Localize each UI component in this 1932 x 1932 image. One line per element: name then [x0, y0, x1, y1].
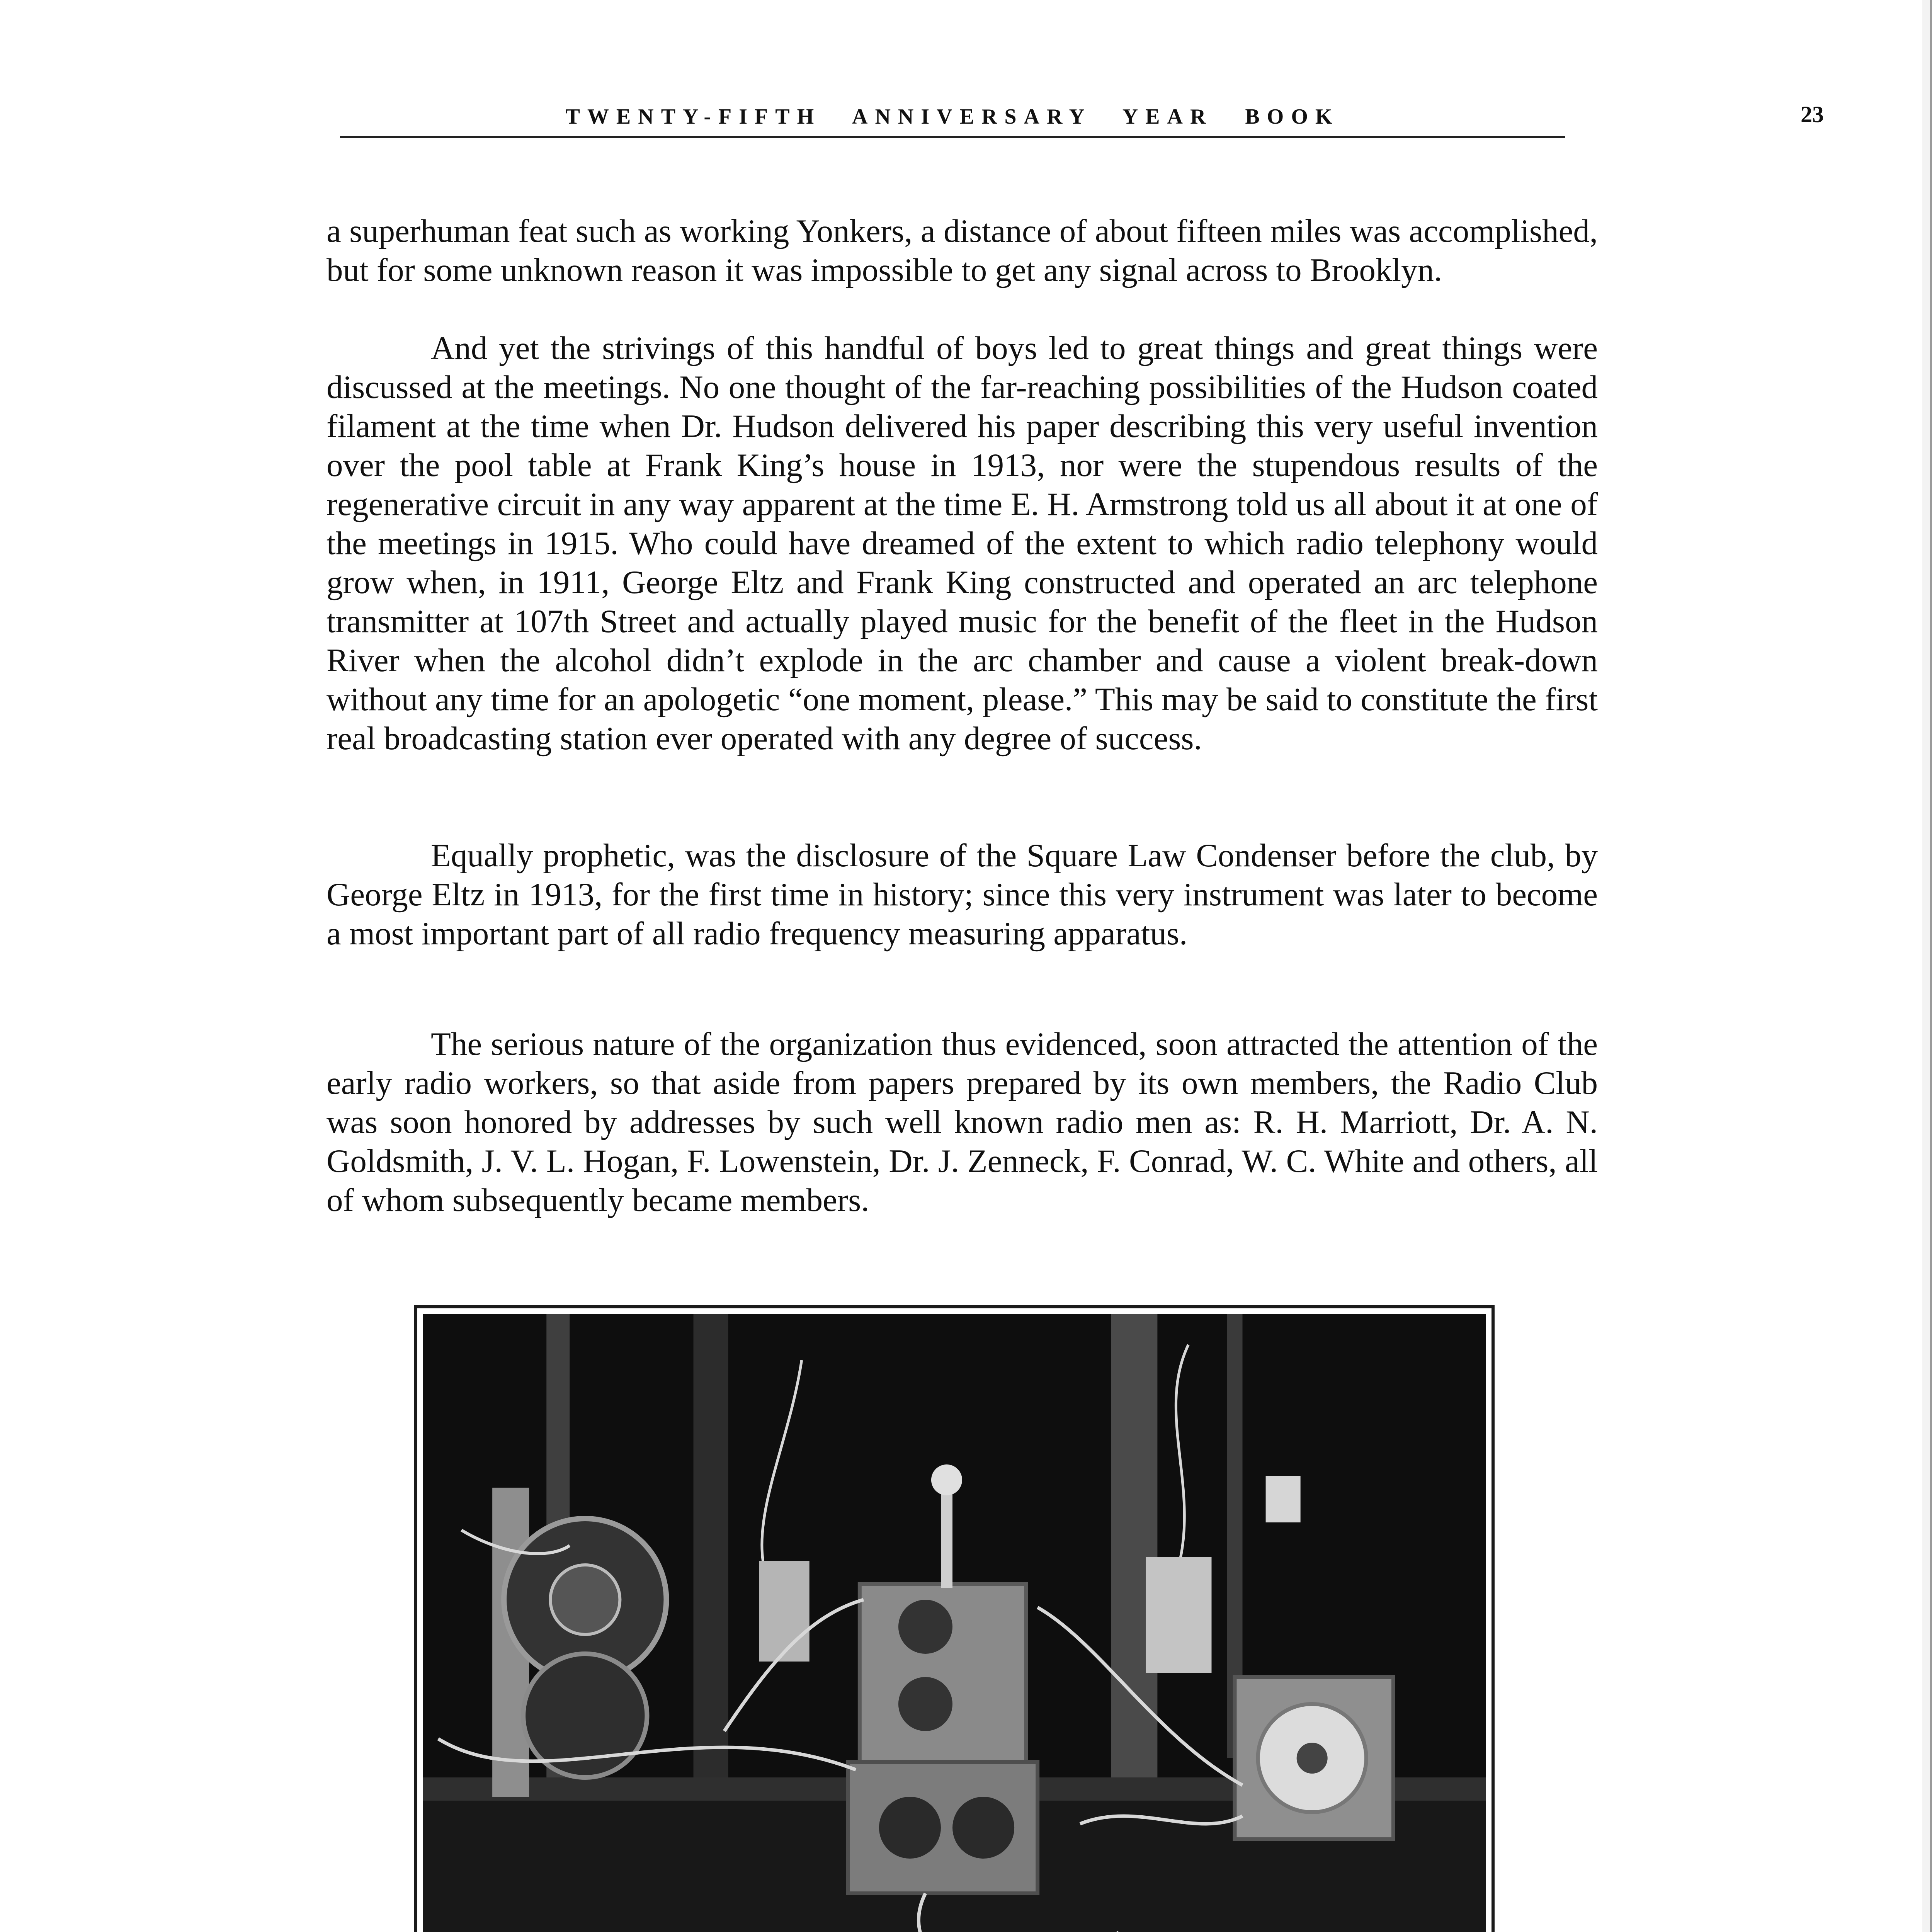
page-edge-line — [1930, 0, 1932, 1932]
apparatus-photograph — [414, 1305, 1495, 1932]
paragraph-radio-club-addresses: The serious nature of the organization thus evidenced, soon attracted the attention of the early radio workers, so that aside from papers prepared by its own members, the Radio Club was soon honored by addresses by such well known radio men as: R. H. Marriott, Dr. A. N. Goldsmith, J. V. L. Hogan, F. Lowenstein, Dr. J. Zenneck, F. Conrad, W. C. White and others, all of whom subsequently became members. — [327, 1026, 1598, 1218]
paragraph-strivings: And yet the strivings of this handful of boys led to great things and great things were discussed at the meetings. No one thought of the far-reaching possibilities of the Hudson coated filament at the time when Dr. Hudson delivered his paper describing this very useful invention over the pool table at Frank King’s house in 1913, nor were the stupendous results of the regenerative circuit in any way apparent at the time E. H. Armstrong told us all about it at one of the meetings in 1915. Who could have dreamed of the extent to which radio telephony would grow when, in 1911, George Eltz and Frank King constructed and operated an arc telephone transmitter at 107th Street and actually played music for the benefit of the fleet in the Hudson River when the alcohol didn’t explode in the arc chamber and cause a violent break-down without any time for an apologetic “one moment, please.” This may be said to constitute the first real broadcasting station ever operated with any degree of success. — [327, 330, 1598, 757]
apparatus-photo-image — [423, 1314, 1486, 1932]
page-number: 23 — [1801, 102, 1824, 127]
paragraph-continued: a superhuman feat such as working Yonkers, a distance of about fifteen miles was accomplished, but for some unknown reason it was impossible to get any signal across to Brooklyn. — [327, 213, 1598, 288]
small-box-right — [1146, 1557, 1211, 1673]
header-rule — [340, 136, 1565, 138]
paragraph-square-law-condenser: Equally prophetic, was the disclosure of the Square Law Condenser before the club, by George Eltz in 1913, for the first time in history; since this very instrument was later to become a most important part of all radio frequency measuring apparatus. — [327, 837, 1598, 952]
running-head: TWENTY-FIFTH ANNIVERSARY YEAR BOOK — [565, 105, 1340, 129]
scanner-page-edge — [1922, 0, 1932, 1932]
small-box-left — [759, 1561, 810, 1662]
